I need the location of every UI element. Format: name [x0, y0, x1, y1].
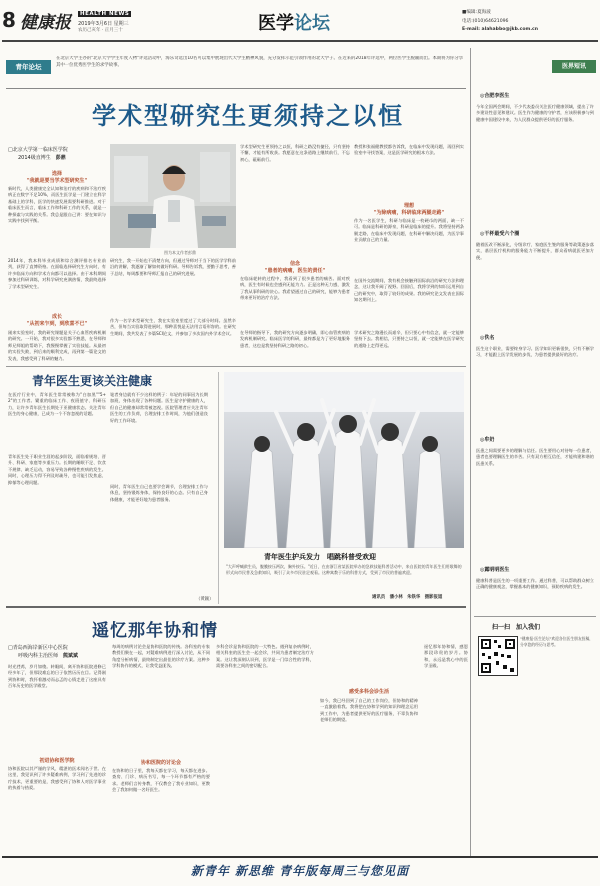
editor-line: ■编辑:夏海波 [462, 10, 491, 15]
intro-rule [6, 88, 466, 89]
author-name: 彭鼎 [55, 155, 66, 161]
sub-heading-choice-a: 选择 [51, 171, 62, 177]
col4-para-1: 作为一名医学生，科研与临床是一枚硬币的两面，缺一不可。临床是科研的源泉，科研是临床的提升。我将坚持两条腿走路，在临床中发现问题，在科研中解决问题，为医学事业贡献自己的力量。 [354, 218, 464, 243]
english-name: HEALTH NEWS [80, 11, 130, 17]
author-title: 2014级直博生 [18, 155, 51, 161]
right-item2-text: 随着医改不断深化，分级诊疗、家庭医生签约服务等政策逐步落实，基层医疗机构的服务能力不断提升，群众看病就医更加方便。 [476, 242, 594, 260]
sub-heading-growth-a: 成长 [51, 314, 62, 320]
bottom-sub-1: 初进协和医学院 [39, 758, 75, 764]
bottom-para-7: 遥忆那年协和情，感恩那段珍贵的岁月。协和，永远是我心中的医学圣殿。 [424, 644, 468, 669]
main-headline: 学术型研究生更须持之以恒 [92, 102, 404, 130]
bottom-author [8, 644, 128, 660]
bottom-sub-2: 协和医院的讨论会 [140, 760, 181, 766]
right-col-tag [552, 60, 596, 73]
phone-line: 电话:(010)64621096 [462, 19, 509, 24]
right-item3-text: 医生这个职业，需要终身学习。医学知识更新很快，只有不断学习，才能跟上医学发展的步伐，为患者提供最好的治疗。 [476, 346, 594, 358]
column2-para-4: 同时，青年医生自己也要学会调节，合理安排工作与休息，坚持锻炼身体，保持良好的心态。只有自己身体健康，才能更好地为患者服务。 [110, 484, 208, 502]
photo2-caption: "大声呼喊救生员，腹膜按压两次，胸外按压。"近日，在由浙江省某医院举办的急救技能科普活动中，来自医院的青年医生们用歌舞的形式向市民普及急救知识，吸引了众多市民驻足观看。这种寓教于乐的科普方式，受到了市民的普遍欢迎。 [226, 564, 462, 575]
col1-para-3: 刚来实验室时，我的研究课题是关于心血管疾病机制的研究。一开始，我对很多实验都不熟悉，在导师和师兄师姐的帮助下，我慢慢掌握了实验技能。从最初的实验失败，到后来的顺利完成，再到第一篇论文的发表，我感受到了科研的魅力。 [8, 330, 106, 361]
bottom-author-line [8, 652, 128, 660]
forum-tag [6, 60, 51, 74]
bottom-headline: 遥忆那年协和情 [92, 621, 218, 641]
col2-para-2: 作为一名学术型研究生，我在实验室里度过了大部分时间。虽然辛苦，但每当实验取得进展时，那种喜悦是无法用言语形容的。在研究生期间，我共发表了多篇SCI论文，并参加了多次国内外学术会议。 [110, 318, 236, 336]
sub-heading-belief-a: 信念 [289, 261, 300, 267]
right-item5-head: ◎露明明医生 [480, 567, 510, 573]
right-col-rule [474, 616, 596, 617]
page-number: 8 [2, 8, 16, 32]
right-item5-text: 健康科普是医生的一项重要工作。通过科普，可以帮助群众树立正确的健康观念，掌握基本的健康知识，预防疾病的发生。 [476, 578, 594, 590]
right-item1-head: ◎合肥李医生 [480, 93, 510, 99]
forum-intro: 在北京大学主办的"北京大学学生年度人物"评选活动中，海乐奇选出10名可以集中展现出代大学生精神风貌，充分发挥示范引领作用的北大学子。在近来的2018年评选中，两位医学生脱颖而出。本期将为你分享其中一位优秀医学生的求学故事。 [56, 56, 464, 68]
bottom-para-5: 多科会诊是协和医院的一大特色。遇到复杂病例时，相关科室的医生会一起会诊，共同为患者制定治疗方案。这让我深刻认识到，医学是一门综合性的学科，需要各科室之间的密切配合。 [216, 644, 314, 669]
sub-heading-choice [8, 170, 106, 184]
sub-heading-belief [240, 260, 350, 274]
col4-para-3: 学术研究之路漫长而艰辛，但只要心中有信念，就一定能够坚持下去。我相信，只要持之以恒，就一定能够在医学研究的道路上走得更远。 [354, 330, 464, 348]
col1-para-2: 2014年，我本科毕业成绩和综合测评排名专业前列，获得了直博资格。在面临选择研究生方向时，有许多临床方向和学术方向都可以选择。由于本科期间参加过科研训练，对科学研究充满热情，我最终选择了学术型研究生。 [8, 258, 106, 289]
section-title-b: 论坛 [294, 13, 330, 34]
sub-heading-belief-b: "患者的病痛，医生的责任" [264, 268, 326, 274]
qr-code[interactable] [478, 636, 518, 676]
lab-scene-illustration [110, 144, 236, 248]
bottom-author-name: 熊斌斌 [63, 653, 79, 659]
footer-rule [2, 856, 598, 858]
bottom-sub-3: 感受多科会诊生活 [348, 689, 389, 695]
upper-section-rule [6, 366, 466, 367]
middle-divider [218, 372, 219, 604]
qr-code-icon [479, 637, 517, 675]
bottom-para-2: 协和医院以其严谨的学风、精湛的医术闻名于世。在这里，我见识到了许多疑难病例，学习到了先进的诊疗技术，更重要的是，我感受到了协和人对医学事业的执着与热爱。 [8, 766, 106, 791]
col3-para-0: 学术型研究生更须持之以恒，科研之路没有捷径，只有坚持不懈，才能有所收获。我愿意在这条道路上继续前行，不忘初心，砥砺前行。 [240, 144, 350, 162]
date-line: 2019年3月6日 星期三 [78, 21, 129, 27]
photo2-title: 青年医生护兵发力 唱跳科普受欢迎 [264, 553, 376, 561]
sub-heading-ideal-a: 理想 [403, 203, 414, 209]
bottom-author-title: 呼吸内科主治医师 [18, 653, 59, 659]
right-col-tag-label: 医界短讯 [561, 63, 586, 70]
author-line [8, 154, 108, 162]
author-unit: □北京大学第一临床医学院 [8, 147, 68, 153]
col3-para-2: 在导师的指导下，我的研究方向逐步明确，即心血管疾病的发病机制研究。临床医学的科研，最终都是为了更好地服务患者，这也是我坚持科研之路的初心。 [240, 330, 350, 348]
sub-heading-growth [8, 313, 106, 327]
right-col-divider [470, 48, 471, 856]
bottom-para-1: 时光荏苒，岁月如梭。转眼间，离开协和医院进修已经多年了，但那段难忘的日子依然历历在目。记得刚到协和时，我怀着激动而忐忑的心情走进了这座具有百年历史的医学殿堂。 [8, 664, 106, 689]
right-item4-head: ◎牟奶 [480, 437, 495, 443]
col2-para-1: 研究生，我一开始也不清楚方向，但通过导师对于当下的医学学科前沿的讲解，我逐渐了解如何做好科研。导师告诉我，要勤于思考，善于总结，每周都要和导师汇报自己的研究进展。 [110, 258, 236, 276]
column2-byline: （黄颖） [196, 597, 214, 602]
sub-heading-ideal [354, 202, 464, 216]
col3-para-1: 在临床轮转的过程中，我看到了很多患者的痛苦。面对疾病，医生有时候也会感到无能为力。正是这种无力感，激发了我从事科研的决心。我希望通过自己的研究，能够为患者带来更好的治疗方法。 [240, 276, 350, 301]
masthead-rule [2, 40, 598, 42]
author-photo-caption: 图为本文作者彭鼎 [164, 250, 196, 255]
column2-para-3: 笔者身边就有不少这样的例子：年轻的同事因为长期加班，身体出现了各种问题。医生是守护健康的人，但自己的健康却常常被忽视。医院管理者应关注青年医生的工作负荷，合理安排工作时间，为他们创造良好的工作环境。 [110, 392, 208, 423]
scan-note: "健康报·医生论坛"欢迎各位医生朋友投稿，分享您的经历与思考。 [520, 636, 594, 647]
bottom-para-3: 每周的病例讨论会是协和医院的传统。各科室的专家教授们聚在一起，对疑难病例进行深入讨论，从不同角度分析病情，最终制定出最佳的诊疗方案。这种多学科协作的模式，让我受益匪浅。 [112, 644, 210, 669]
section-title-a: 医学 [258, 13, 294, 34]
column2-para-1: 在医疗行业中，青年医生常常被称为"白加黑""5+2"的工作者。繁重的临床工作、夜班值守、科研压力，让许多青年医生长期处于亚健康状态。关注青年医生的身心健康，已成为一个不容忽视的话题。 [8, 392, 106, 417]
right-item3-head: ◎佚名 [480, 335, 495, 341]
sub-heading-growth-b: "从初来乍到，到欣喜不已" [26, 321, 88, 327]
author-block [8, 146, 108, 162]
paper-name: 健康报 [20, 13, 71, 33]
bottom-author-unit: □青岛西海岸新区中心医院 [8, 645, 68, 651]
right-item4-text: 医患之间需要更多的理解与信任。医生要用心对待每一位患者，患者也要理解医生的辛苦。只有双方相互信任，才能构建和谐的医患关系。 [476, 448, 594, 466]
bottom-para-4: 在协和的日子里，我每天都在学习，每天都在进步。查房、门诊、病历书写，每一个环节都有严格的要求。老师们言传身教，不仅教会了我专业知识，更教会了我如何做一名好医生。 [112, 768, 210, 793]
author-photo [110, 144, 236, 248]
sub-heading-choice-b: "我就是要当学术型研究生" [26, 178, 88, 184]
middle-section-rule [6, 606, 466, 608]
dance-photo [224, 372, 464, 548]
sub-heading-ideal-b: "为除病痛，科研临床两腿走路" [373, 210, 445, 216]
bottom-para-6: 如今，我已经回到了自己的工作岗位，但协和的精神一直激励着我。我将把在协和学到的知识和理念运用到工作中，为患者提供更好的医疗服务，不辜负协和老师们的期望。 [320, 698, 418, 723]
section-title [258, 9, 330, 35]
column2-headline: 青年医生更该关注健康 [32, 374, 153, 388]
scan-label: 扫一扫 加入我们 [492, 624, 541, 631]
footer-slogan: 新青年 新思维 青年版每周三与您见面 [190, 864, 410, 878]
photo2-credit: 通讯员 潘小林 朱铁华 摄影报道 [372, 595, 443, 600]
forum-tag-label: 青年论坛 [15, 63, 42, 71]
col4-para-2: 在国外交流期间，我有机会接触到国际前沿的研究方法和理念，这让我开阔了视野。回国后，我将学到的知识运用到自己的研究中，取得了较好的成果。我的研究论文发表在国际知名期刊上。 [354, 278, 464, 303]
email-line: E-mail: alahabbo@jkb.com.cn [462, 27, 539, 32]
column2-para-2: 青年医生处于职业生涯的起步阶段，面临着规培、晋升、科研、家庭等多重压力。长期的睡眠不足、饮食不规律、缺乏运动，容易导致各种慢性疾病的发生。同时，心理压力得不到及时疏导，也可能引发焦虑、抑郁等心理问题。 [8, 454, 106, 485]
col4-para-0: 教授和张福健教授都告诉我，在临床中发现问题，再回到实验室中寻找答案，这是医学研究的根本方法。 [354, 144, 464, 156]
masthead [0, 0, 600, 46]
col1-para-1: 新时代，人类健康完全认知和治疗的疾病和不治疗疾病正在数字不足10%，而医生医学是一门建立在科学基础上的学科，医学的快速发展需要科研推进。对于临床医生而言，临床工作和科研工作的关系，就是一种探索与实践的关系。我总是跟自己讲：要在知识与实践中找到平衡。 [8, 186, 106, 224]
right-item1-text: 今年全国两会期间，不少代表委员关注医疗健康领域，提出了许多建设性意见和建议。医生作为健康的守护者，应该积极参与到健康中国建设中来，为人民群众提供更好的医疗服务。 [476, 104, 594, 122]
right-item2-head: ◎干杯最受六个圈 [480, 231, 520, 237]
dance-scene-illustration [224, 372, 464, 548]
lunar-line: 农历己亥年 · 正月三十 [78, 28, 123, 33]
